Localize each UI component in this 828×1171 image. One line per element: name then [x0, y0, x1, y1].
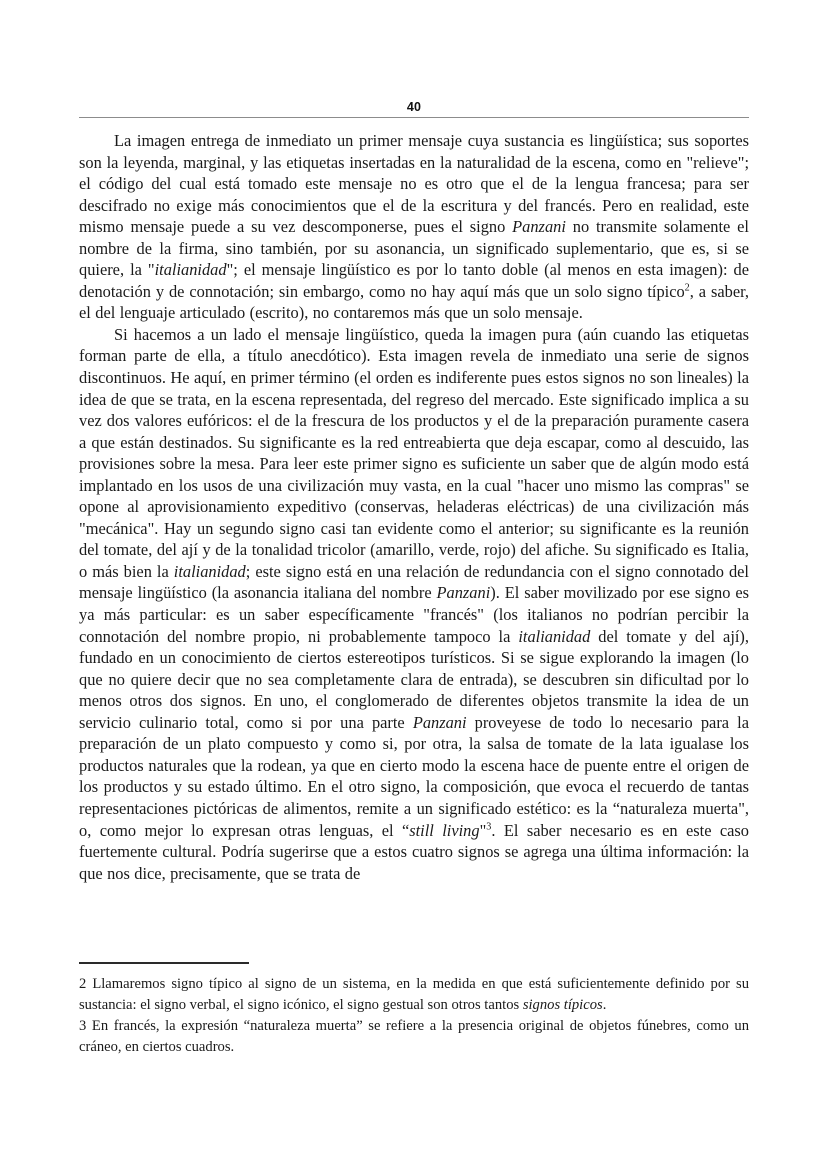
footnote-2-segment-2: . [602, 996, 607, 1013]
paragraph-2-segment-5: proveyese de todo lo necesario para la preparación de un plato compuesto y como si, por otra, la salsa de tomate de la lata igualase los productos naturales que la rodean, ya que en cierto modo la escena hace de puente entre el origen de los productos y su estado último. En el otro signo, la composición, que evoca el recuerdo de tantas representaciones pictóricas de alimentos, remite a un significado estético: es la “naturaleza muerta", o, como mejor lo expresan otras lenguas, el “ [79, 712, 749, 840]
paragraph-1 [79, 130, 749, 324]
paragraph-2-segment-6: " [479, 820, 487, 840]
body-text [79, 130, 749, 884]
italic-panzani-2: Panzani [436, 583, 491, 603]
italic-panzani: Panzani [512, 217, 566, 237]
paragraph-2-segment-3: ). El saber movilizado por ese signo es ya más particular: es un saber específicamente "francés" (los italianos no podrían percibir la connotación del nombre propio, ni probablemente tampoco la [79, 583, 750, 646]
paragraph-2-segment-1: Si hacemos a un lado el mensaje lingüístico, queda la imagen pura (aún cuando las etiquetas forman parte de ella, a título anecdótico). Esta imagen revela de inmediato una serie de signos discontinuos. He aquí, en primer término (el orden es indiferente pues estos signos no son lineales) la idea de que se trata, en la escena representada, del regreso del mercado. Este significado implica a su vez dos valores eufóricos: el de la frescura de los productos y el de la preparación puramente casera a que están destinados. Su significante es la red entreabierta que deja escapar, como al descuido, las provisiones sobre la mesa. Para leer este primer signo es suficiente un saber que de algún modo está implantado en los usos de una civilización muy vasta, en la cual "hacer uno mismo las compras" se opone al aprovisionamiento expeditivo (conservas, heladeras eléctricas) de una civilización más "mecánica". Hay un segundo signo casi tan evidente como el anterior; su significante es la reunión del tomate, del ají y de la tonalidad tricolor (amarillo, verde, rojo) del afiche. Su significado es Italia, o más bien la [79, 324, 749, 581]
footnote-2-italic: signos típicos [522, 996, 603, 1013]
paragraph-1-segment-2: no transmite solamente el nombre de la firma, sino también, por su asonancia, un significado suplementario, que es, si se quiere, la " [79, 217, 749, 280]
paragraph-1-segment-4: , a saber, el del lenguaje articulado (escrito), no contaremos más que un solo mensaje. [79, 281, 749, 323]
paragraph-1-segment-1: La imagen entrega de inmediato un primer mensaje cuya sustancia es lingüística; sus soportes son la leyenda, marginal, y las etiquetas insertadas en la naturalidad de la escena, como en "relieve"; el código del cual está tomado este mensaje no es otro que el de la lengua francesa; para ser descifrado no exige más conocimientos que el de la escritura y del francés. Pero en realidad, este mismo mensaje puede a su vez descomponerse, pues el signo [79, 131, 749, 237]
footnotes-section [79, 962, 749, 1059]
paragraph-2-segment-7: . El saber necesario es en este caso fuertemente cultural. Podría sugerirse que a estos cuatro signos se agrega una última información: la que nos dice, precisamente, que se trata de [79, 820, 749, 883]
footnote-reference-2[interactable]: 2 [684, 282, 690, 294]
footnote-separator [79, 962, 249, 964]
footnote-2 [79, 974, 749, 1017]
paragraph-2-segment-4: del tomate y del ají), fundado en un conocimiento de ciertos estereotipos turísticos. Si se sigue explorando la imagen (lo que no quiere decir que no sea completamente clara de entrada), se descubren sin dificultad por lo menos otros dos signos. En uno, el conglomerado de diferentes objetos transmite la idea de un servicio culinario total, como si por una parte [79, 626, 749, 732]
running-head [79, 98, 749, 116]
footnote-3-segment-1: En francés, la expresión “naturaleza muerta” se refiere a la presencia original de objetos fúnebres, como un cráneo, en ciertos cuadros. [79, 1018, 749, 1056]
page-number: 40 [406, 100, 422, 114]
italic-italianidad-3: italianidad [518, 626, 591, 646]
paragraph-2 [79, 324, 749, 884]
footnote-2-segment-1: Llamaremos signo típico al signo de un sistema, en la medida en que está suficientemente definido por su sustancia: el signo verbal, el signo icónico, el signo gestual son otros tantos [79, 975, 749, 1013]
paragraph-2-segment-2: ; este signo está en una relación de redundancia con el signo connotado del mensaje lingüístico (la asonancia italiana del nombre [79, 561, 749, 603]
footnote-3-number: 3 [79, 1018, 87, 1035]
italic-italianidad-2: italianidad [173, 561, 246, 581]
footnote-2-number: 2 [79, 975, 87, 992]
paragraph-1-segment-3: "; el mensaje lingüístico es por lo tanto doble (al menos en esta imagen): de denotación y de connotación; sin embargo, como no hay aquí más que un solo signo típico [79, 260, 749, 301]
footnote-reference-3[interactable]: 3 [486, 821, 492, 833]
italic-still-living: still living [409, 820, 480, 840]
italic-italianidad: italianidad [154, 260, 227, 280]
footnote-3 [79, 1016, 749, 1059]
header-divider [79, 117, 749, 118]
italic-panzani-3: Panzani [412, 712, 467, 732]
